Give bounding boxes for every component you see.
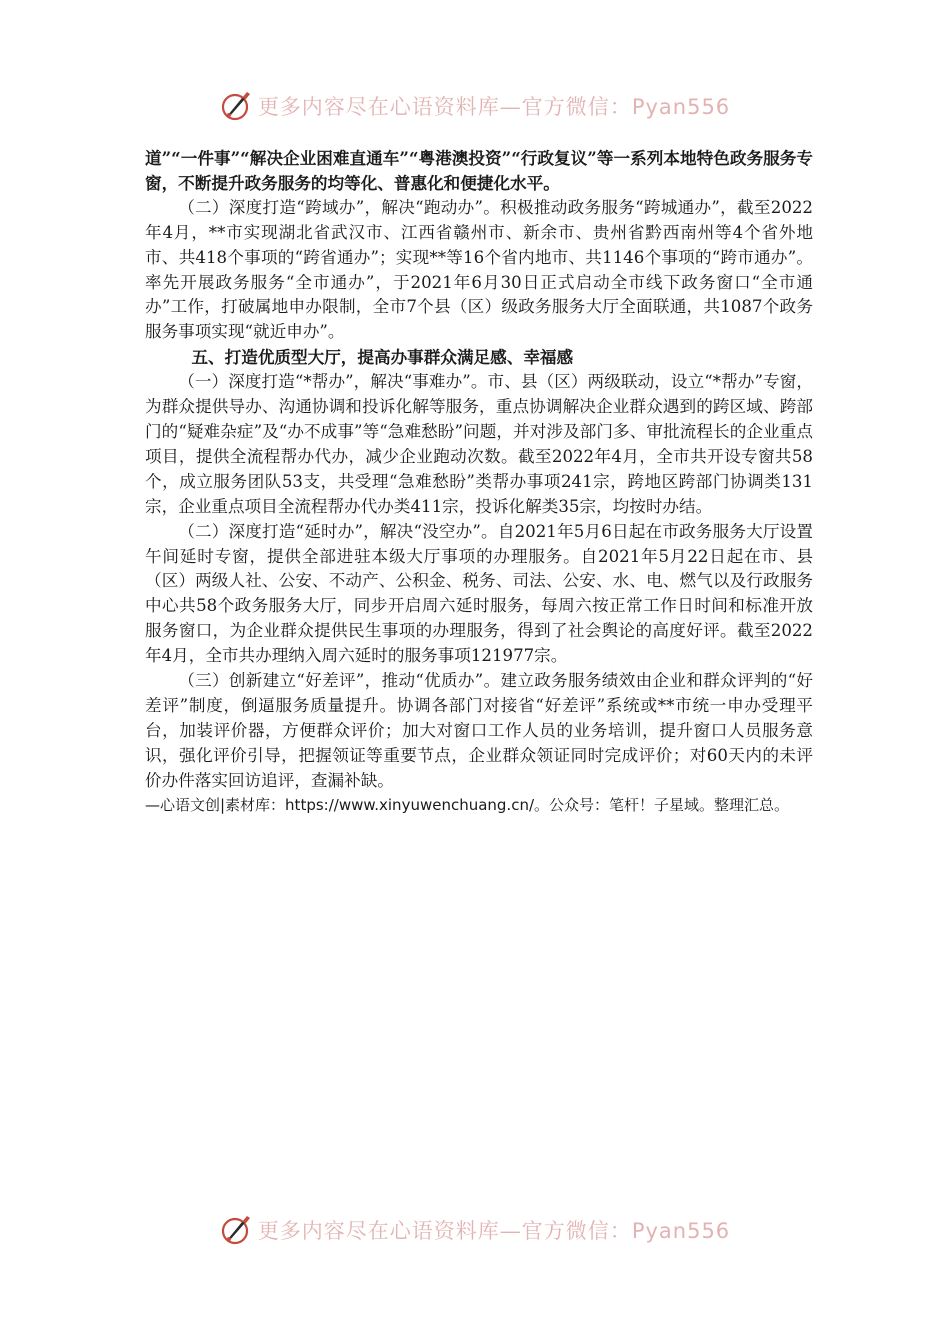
section-heading-5: 五、打造优质型大厅，提高办事群众满足感、幸福感: [191, 347, 574, 368]
paragraph-rating-system: （三）创新建立“好差评”，推动“优质办”。建立政务服务绩效由企业和群众评判的“好差评”制度，倒逼服务质量提升。协调各部门对接省“好差评”系统或**市统一申办受理平台，加装评价器，方便群众评价；加大对窗口工作人员的业务培训，提升窗口人员服务意识，强化评价引导，把握领证等重要节点，企业群众领证同时完成评价；对60天内的未评价办件落实回访追评，查漏补缺。: [145, 671, 813, 790]
brush-pen-logo-icon: [220, 89, 254, 123]
paragraph-extended-hours: （二）深度打造“延时办”，解决“没空办”。自2021年5月6日起在市政务服务大厅设置午间延时专窗，提供全部进驻本级大厅事项的办理服务。自2021年5月22日起在市、县（区）两级人社、公安、不动产、公积金、税务、司法、公安、水、电、燃气以及行政服务中心共58个政务服务大厅，同步开启周六延时服务，每周六按正常工作日时间和标准开放服务窗口，为企业群众提供民生事项的办理服务，得到了社会舆论的高度好评。截至2022年4月，全市共办理纳入周六延时的服务事项121977宗。: [145, 521, 813, 666]
header-banner: [0, 86, 950, 126]
wechat-id: Pyan556: [631, 95, 731, 119]
banner-text: 更多内容尽在心语资料库—官方微信：Pyan556: [257, 1219, 731, 1243]
paragraph-cross-region: （二）深度打造“跨域办”，解决“跑动办”。积极推动政务服务“跨城通办”，截至2022年4月，**市实现湖北省武汉市、江西省赣州市、新余市、贵州省黔西南州等4个省外地市、共418个事项的“跨省通办”；实现**等16个省内地市、共1146个事项的“跨市通办”。率先开展政务服务“全市通办”，于2021年6月30日正式启动全市线下政务窗口“全市通办”工作，打破属地申办限制，全市7个县（区）级政务服务大厅全面联通，共1087个政务服务事项实现“就近申办”。: [145, 197, 813, 342]
source-note: —心语文创|素材库：https://www.xinyuwenchuang.cn/。公众号：笔杆！子星域。整理汇总。: [145, 795, 790, 814]
paragraph-continuation: 道”“一件事”“解决企业困难直通车”“粤港澳投资”“行政复议”等一系列本地特色政务服务专窗，不断提升政务服务的均等化、普惠化和便捷化水平。: [145, 148, 813, 193]
brush-pen-logo-icon: [220, 1213, 254, 1247]
document-body: [145, 146, 813, 816]
footer-banner: [0, 1210, 950, 1250]
paragraph-help-office: （一）深度打造“*帮办”，解决“事难办”。市、县（区）两级联动，设立“*帮办”专窗，为群众提供导办、沟通协调和投诉化解等服务，重点协调解决企业群众遇到的跨区域、跨部门的“疑难杂症”及“办不成事”等“急难愁盼”问题，并对涉及部门多、审批流程长的企业重点项目，提供全流程帮办代办，减少企业跑动次数。截至2022年4月，全市共开设专窗共58个，成立服务团队53支，共受理“急难愁盼”类帮办事项241宗，跨地区跨部门协调类131宗，企业重点项目全流程帮办代办类411宗，投诉化解类35宗，均按时办结。: [145, 372, 813, 516]
banner-text: 更多内容尽在心语资料库—官方微信：Pyan556: [257, 95, 731, 119]
wechat-id: Pyan556: [631, 1219, 731, 1243]
